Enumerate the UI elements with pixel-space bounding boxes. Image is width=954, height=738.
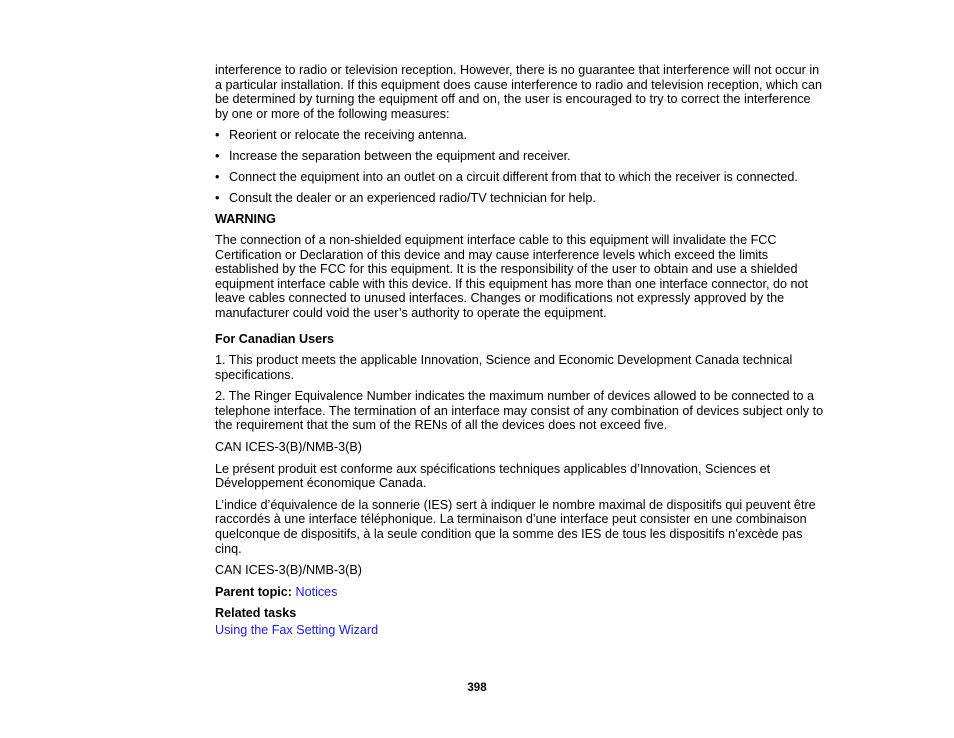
bullet-icon: • [215, 149, 220, 164]
canadian-item-2: 2. The Ringer Equivalence Number indicates the maximum number of devices allowed to be connected to a telephone interface. The termination of an interface may consist of any combination of devices subject only to the requirement that the sum of the RENs of all the devices does not exceed five. [215, 389, 824, 433]
page-number: 398 [467, 682, 487, 694]
warning-paragraph: The connection of a non-shielded equipment interface cable to this equipment will invalidate the FCC Certification or Declaration of this device and may cause interference levels which exceed the limits established by the FCC for this equipment. It is the responsibility of the user to obtain and use a shielded equipment interface cable with this device. If this equipment has more than one interface connector, do not leave cables connected to unused interfaces. Changes or modifications not expressly approved by the manufacturer could void the user’s authority to operate the equipment. [215, 232, 808, 320]
list-item-text: Consult the dealer or an experienced radio/TV technician for help. [229, 191, 596, 206]
bullet-icon: • [215, 191, 220, 206]
french-paragraph-2: L’indice d’équivalence de la sonnerie (IES) sert à indiquer le nombre maximal de dispositifs qui peuvent être raccordés à une interface téléphonique. La terminaison d’une interface peut consister en une combinaison quelconque de dispositifs, à la seule condition que la somme des IES de tous les dispositifs n’excède pas cinq. [215, 497, 816, 556]
list-item-text: Connect the equipment into an outlet on a circuit different from that to which the receiver is connected. [229, 170, 798, 185]
document-body [215, 63, 827, 638]
list-item [215, 128, 827, 143]
ices-notice: CAN ICES-3(B)/NMB-3(B) [215, 440, 362, 455]
list-item [215, 149, 827, 164]
list-item [215, 170, 827, 185]
bullet-icon: • [215, 128, 220, 143]
ices-notice-french: CAN ICES-3(B)/NMB-3(B) [215, 563, 362, 578]
list-item-text: Reorient or relocate the receiving antenna. [229, 128, 468, 143]
intro-paragraph: interference to radio or television reception. However, there is no guarantee that interference will not occur in a particular installation. If this equipment does cause interference to radio and television reception, which can be determined by turning the equipment off and on, the user is encouraged to try to correct the interference by one or more of the following measures: [215, 63, 822, 121]
parent-topic-label: Parent topic: [215, 584, 292, 599]
related-tasks-heading: Related tasks [215, 606, 297, 621]
parent-topic [215, 585, 827, 600]
measures-list [215, 128, 827, 206]
bullet-icon: • [215, 170, 220, 185]
notices-link[interactable]: Notices [295, 584, 338, 599]
list-item-text: Increase the separation between the equipment and receiver. [229, 149, 571, 164]
list-item [215, 191, 827, 206]
warning-heading: WARNING [215, 212, 276, 227]
canadian-users-heading: For Canadian Users [215, 332, 334, 347]
french-paragraph-1: Le présent produit est conforme aux spécifications techniques applicables d’Innovation, Sciences et Développement économique Canada. [215, 461, 771, 491]
fax-setting-wizard-link[interactable]: Using the Fax Setting Wizard [215, 622, 379, 637]
related-tasks-item [215, 623, 827, 638]
canadian-item-1: 1. This product meets the applicable Innovation, Science and Economic Development Canada technical specifications. [215, 353, 793, 382]
